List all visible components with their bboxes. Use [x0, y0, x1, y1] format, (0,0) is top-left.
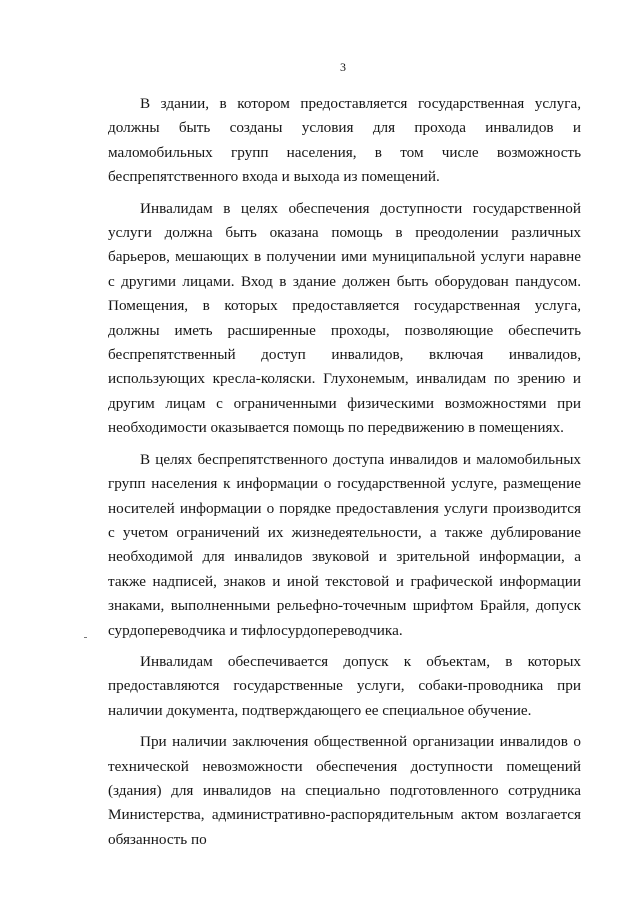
page-number: 3 — [340, 60, 346, 74]
paragraph-building-conditions: В здании, в котором предоставляется государственная услуга, должны быть созданы условия для прохода инвалидов и маломобильных групп населения, в том числе возможность беспрепятственного входа и выхода из помещений. — [108, 95, 581, 186]
paragraph-information-access: В целях беспрепятственного доступа инвалидов и маломобильных групп населения к информации о государственной услуге, размещение носителей информации о порядке предоставления услуги производится с учетом ограничений их жизнедеятельности, а также дублирование необходимой для инвалидов звуковой и зрительной информации, а также надписей, знаков и иной текстовой и графической информации знаками, выполненными рельефно-точечным шрифтом Брайля, допуск сурдопереводчика и тифлосурдопереводчика. — [108, 450, 581, 639]
margin-mark — [84, 637, 87, 638]
paragraph-assistance-disabled: Инвалидам в целях обеспечения доступности государственной услуги должна быть оказана помощь в преодолении различных барьеров, мешающих в получении ими муниципальной услуги наравне с другими лицами. Вход в здание должен быть оборудован пандусом. Помещения, в которых предоставляется государственная услуга, должны иметь расширенные проходы, позволяющие обеспечить беспрепятственный доступ инвалидов, включая инвалидов, использующих кресла-коляски. Глухонемым, инвалидам по зрению и другим лицам с ограниченными физическими возможностями при необходимости оказывается помощь по передвижению в помещениях. — [108, 199, 581, 437]
paragraph-responsible-employee: При наличии заключения общественной организации инвалидов о технической невозможности обеспечения доступности помещений (здания) для инвалидов на специально подготовленного сотрудника Министерства, административно-распорядительным актом возлагается обязанность по — [108, 733, 581, 848]
paragraph-guide-dog-access: Инвалидам обеспечивается допуск к объектам, в которых предоставляются государственные услуги, собаки-проводника при наличии документа, подтверждающего ее специальное обучение. — [108, 652, 581, 719]
document-body — [108, 92, 581, 852]
